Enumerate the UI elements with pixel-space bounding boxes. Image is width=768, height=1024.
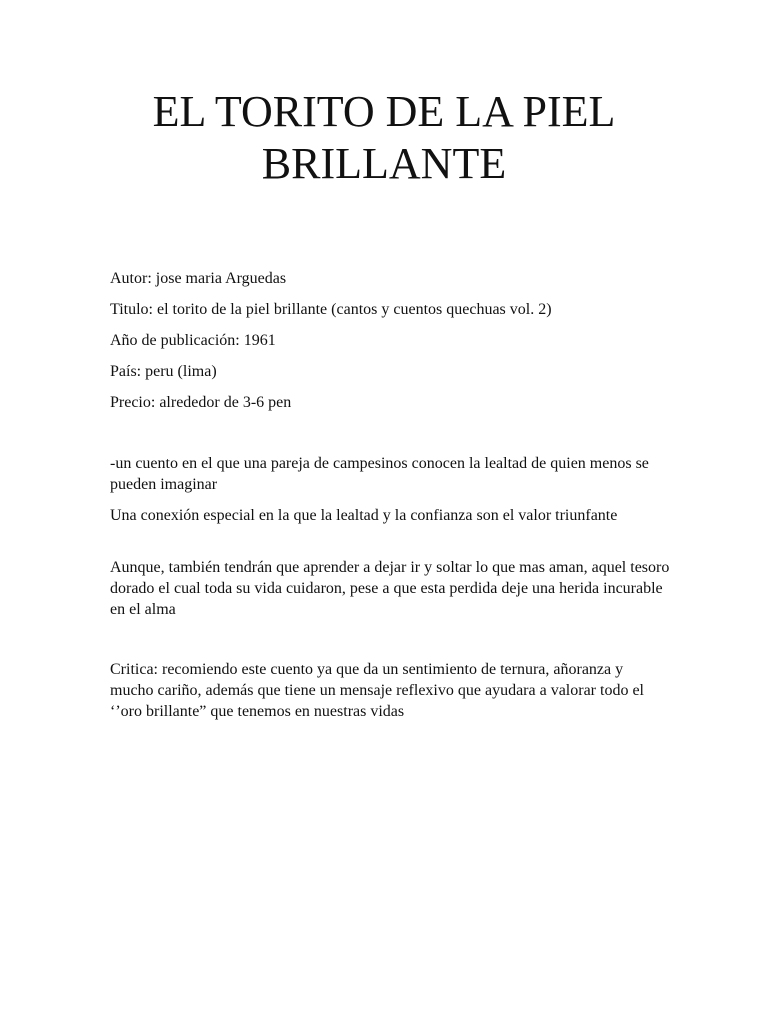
summary-paragraph-3: Aunque, también tendrán que aprender a dejar ir y soltar lo que mas aman, aquel tesoro dorado el cual toda su vida cuidaron, pese a que esta perdida deje una herida incurable en el alma (110, 559, 670, 618)
critique-paragraph: Critica: recomiendo este cuento ya que da un sentimiento de ternura, añoranza y mucho cariño, además que tiene un mensaje reflexivo que ayudara a valorar todo el ‘’oro brillante” que tenemos en nuestras vidas (110, 661, 644, 720)
document-title: EL TORITO DE LA PIEL BRILLANTE (152, 87, 616, 188)
publication-year-line: Año de publicación: 1961 (110, 332, 276, 349)
author-line: Autor: jose maria Arguedas (110, 270, 287, 287)
summary-paragraph-1: -un cuento en el que una pareja de campesinos conocen la lealtad de quien menos se pueden imaginar (110, 455, 649, 493)
summary-paragraph-2: Una conexión especial en la que la lealtad y la confianza son el valor triunfante (110, 507, 618, 524)
country-line: País: peru (lima) (110, 363, 217, 380)
title-line: Titulo: el torito de la piel brillante (cantos y cuentos quechuas vol. 2) (110, 301, 552, 318)
price-line: Precio: alrededor de 3-6 pen (110, 394, 292, 411)
